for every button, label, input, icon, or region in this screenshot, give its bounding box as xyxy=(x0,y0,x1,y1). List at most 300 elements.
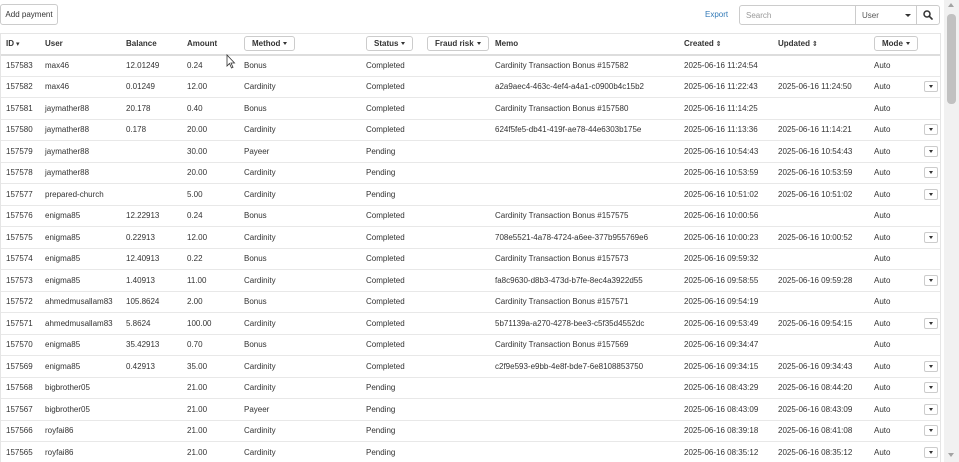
search-input[interactable] xyxy=(739,5,856,25)
cell-user: royfai86 xyxy=(40,442,121,462)
cell-mode: Auto xyxy=(869,141,919,163)
cell-balance: 12.40913 xyxy=(121,248,182,270)
cell-balance: 0.01249 xyxy=(121,76,182,98)
cell-actions xyxy=(919,162,941,184)
cell-fraud xyxy=(422,98,490,120)
cell-fraud xyxy=(422,442,490,462)
table-row[interactable] xyxy=(1,184,941,206)
cell-user: enigma85 xyxy=(40,227,121,249)
cell-mode: Auto xyxy=(869,227,919,249)
cell-mode: Auto xyxy=(869,98,919,120)
cell-status: Pending xyxy=(361,420,422,442)
cell-amount: 5.00 xyxy=(182,184,239,206)
cell-amount: 0.70 xyxy=(182,334,239,356)
chevron-down-icon xyxy=(929,365,933,368)
table-row[interactable] xyxy=(1,205,941,227)
cell-created: 2025-06-16 10:54:43 xyxy=(679,141,773,163)
cell-created: 2025-06-16 11:24:54 xyxy=(679,55,773,77)
col-method-header xyxy=(239,34,361,55)
cell-balance: 0.22913 xyxy=(121,227,182,249)
cell-fraud xyxy=(422,162,490,184)
scroll-down-arrow-icon[interactable] xyxy=(948,453,954,457)
cell-id: 157573 xyxy=(1,270,40,292)
sort-desc-icon: ▾ xyxy=(16,41,20,49)
cell-updated: 2025-06-16 09:59:28 xyxy=(773,270,869,292)
cell-mode: Auto xyxy=(869,270,919,292)
cell-method: Bonus xyxy=(239,334,361,356)
cell-actions xyxy=(919,141,941,163)
cell-mode: Auto xyxy=(869,356,919,378)
row-actions-button[interactable] xyxy=(924,81,938,92)
table-row[interactable] xyxy=(1,227,941,249)
cell-mode: Auto xyxy=(869,334,919,356)
cell-balance xyxy=(121,399,182,421)
cell-id: 157572 xyxy=(1,291,40,313)
cell-mode: Auto xyxy=(869,442,919,462)
cell-method: Cardinity xyxy=(239,76,361,98)
row-actions-button[interactable] xyxy=(924,167,938,178)
cell-created: 2025-06-16 09:58:55 xyxy=(679,270,773,292)
cell-method: Cardinity xyxy=(239,377,361,399)
cell-id: 157568 xyxy=(1,377,40,399)
cell-updated xyxy=(773,55,869,77)
row-actions-button[interactable] xyxy=(924,146,938,157)
table-row[interactable] xyxy=(1,399,941,421)
col-memo-header: Memo xyxy=(490,34,679,55)
cell-status: Pending xyxy=(361,377,422,399)
cell-method: Cardinity xyxy=(239,119,361,141)
row-actions-button[interactable] xyxy=(924,361,938,372)
chevron-down-icon xyxy=(929,85,933,88)
cell-id: 157582 xyxy=(1,76,40,98)
cell-actions xyxy=(919,205,941,227)
cell-balance xyxy=(121,442,182,462)
col-updated-header[interactable]: Updated ⇕ xyxy=(773,34,869,55)
payments-table-container xyxy=(0,33,941,462)
cell-created: 2025-06-16 09:34:47 xyxy=(679,334,773,356)
cell-memo xyxy=(490,399,679,421)
cell-memo: Cardinity Transaction Bonus #157575 xyxy=(490,205,679,227)
cell-actions xyxy=(919,76,941,98)
cell-amount: 20.00 xyxy=(182,119,239,141)
cell-amount: 0.24 xyxy=(182,55,239,77)
cell-id: 157571 xyxy=(1,313,40,335)
cell-user: enigma85 xyxy=(40,248,121,270)
payments-table xyxy=(1,33,941,462)
cell-mode: Auto xyxy=(869,162,919,184)
chevron-down-icon xyxy=(929,150,933,153)
cell-balance: 35.42913 xyxy=(121,334,182,356)
table-row[interactable] xyxy=(1,377,941,399)
add-payment-button[interactable]: Add payment xyxy=(0,4,58,25)
cell-status: Completed xyxy=(361,248,422,270)
cell-fraud xyxy=(422,356,490,378)
cell-fraud xyxy=(422,227,490,249)
col-fraud-risk-header xyxy=(422,34,490,55)
cell-updated: 2025-06-16 09:34:43 xyxy=(773,356,869,378)
cell-balance: 12.01249 xyxy=(121,55,182,77)
magnifier-icon xyxy=(923,10,933,20)
table-row[interactable] xyxy=(1,291,941,313)
cell-mode: Auto xyxy=(869,399,919,421)
cell-memo: a2a9aec4-463c-4ef4-a4a1-c0900b4c15b2 xyxy=(490,76,679,98)
col-amount-header: Amount xyxy=(182,34,239,55)
chevron-down-icon xyxy=(929,322,933,325)
payments-table-body xyxy=(1,55,941,462)
chevron-down-icon xyxy=(929,386,933,389)
cell-mode: Auto xyxy=(869,377,919,399)
cell-method: Cardinity xyxy=(239,162,361,184)
table-row[interactable] xyxy=(1,76,941,98)
cell-mode: Auto xyxy=(869,291,919,313)
cell-fraud xyxy=(422,377,490,399)
cell-id: 157569 xyxy=(1,356,40,378)
cell-user: bigbrother05 xyxy=(40,399,121,421)
cell-updated: 2025-06-16 11:24:50 xyxy=(773,76,869,98)
cell-memo: 5b71139a-a270-4278-bee3-c5f35d4552dc xyxy=(490,313,679,335)
cell-actions xyxy=(919,399,941,421)
cell-fraud xyxy=(422,141,490,163)
cell-user: jaymather88 xyxy=(40,162,121,184)
cell-actions xyxy=(919,334,941,356)
table-row[interactable] xyxy=(1,442,941,462)
cell-updated: 2025-06-16 08:43:09 xyxy=(773,399,869,421)
cell-method: Payeer xyxy=(239,399,361,421)
cell-fraud xyxy=(422,270,490,292)
method-filter-button[interactable]: Method xyxy=(244,36,295,51)
chevron-down-icon xyxy=(929,236,933,239)
cell-amount: 21.00 xyxy=(182,377,239,399)
cell-created: 2025-06-16 10:53:59 xyxy=(679,162,773,184)
col-balance-header: Balance xyxy=(121,34,182,55)
table-row[interactable] xyxy=(1,356,941,378)
cell-created: 2025-06-16 08:39:18 xyxy=(679,420,773,442)
cell-created: 2025-06-16 09:34:15 xyxy=(679,356,773,378)
cell-id: 157581 xyxy=(1,98,40,120)
cell-mode: Auto xyxy=(869,55,919,77)
cell-fraud xyxy=(422,420,490,442)
cell-balance xyxy=(121,184,182,206)
scroll-up-arrow-icon[interactable] xyxy=(948,3,954,7)
row-actions-button[interactable] xyxy=(924,318,938,329)
cell-amount: 21.00 xyxy=(182,442,239,462)
cell-amount: 11.00 xyxy=(182,270,239,292)
row-actions-button[interactable] xyxy=(924,232,938,243)
cell-created: 2025-06-16 11:22:43 xyxy=(679,76,773,98)
cell-updated: 2025-06-16 09:54:15 xyxy=(773,313,869,335)
cell-id: 157580 xyxy=(1,119,40,141)
cell-updated xyxy=(773,291,869,313)
cell-user: jaymather88 xyxy=(40,98,121,120)
vertical-scrollbar[interactable] xyxy=(944,0,959,462)
cell-status: Completed xyxy=(361,205,422,227)
cell-actions xyxy=(919,184,941,206)
cell-created: 2025-06-16 11:13:36 xyxy=(679,119,773,141)
cell-fraud xyxy=(422,334,490,356)
cell-balance: 105.8624 xyxy=(121,291,182,313)
cell-user: royfai86 xyxy=(40,420,121,442)
cell-memo xyxy=(490,184,679,206)
cell-fraud xyxy=(422,184,490,206)
cell-user: bigbrother05 xyxy=(40,377,121,399)
chevron-down-icon xyxy=(929,451,933,454)
chevron-down-icon xyxy=(929,193,933,196)
cell-memo: Cardinity Transaction Bonus #157573 xyxy=(490,248,679,270)
cell-id: 157577 xyxy=(1,184,40,206)
cell-actions xyxy=(919,270,941,292)
col-mode-header xyxy=(869,34,919,55)
col-actions-header xyxy=(919,34,941,55)
cell-method: Payeer xyxy=(239,141,361,163)
cell-actions xyxy=(919,313,941,335)
search-scope-value: User xyxy=(862,10,879,20)
cell-memo: fa8c9630-d8b3-473d-b7fe-8ec4a3922d55 xyxy=(490,270,679,292)
sort-both-icon: ⇕ xyxy=(812,41,818,49)
cell-amount: 21.00 xyxy=(182,399,239,421)
row-actions-button[interactable] xyxy=(924,124,938,135)
cell-amount: 35.00 xyxy=(182,356,239,378)
table-row[interactable] xyxy=(1,162,941,184)
cell-method: Cardinity xyxy=(239,227,361,249)
cell-actions xyxy=(919,442,941,462)
cell-method: Cardinity xyxy=(239,442,361,462)
sort-both-icon: ⇕ xyxy=(715,41,722,49)
cell-id: 157570 xyxy=(1,334,40,356)
cell-amount: 0.40 xyxy=(182,98,239,120)
cell-user: ahmedmusallam83 xyxy=(40,313,121,335)
table-row[interactable] xyxy=(1,98,941,120)
cell-created: 2025-06-16 10:51:02 xyxy=(679,184,773,206)
cell-user: enigma85 xyxy=(40,205,121,227)
cell-user: prepared-church xyxy=(40,184,121,206)
cell-amount: 21.00 xyxy=(182,420,239,442)
cell-updated: 2025-06-16 10:53:59 xyxy=(773,162,869,184)
cell-id: 157579 xyxy=(1,141,40,163)
search-button[interactable] xyxy=(916,5,940,25)
cell-method: Cardinity xyxy=(239,356,361,378)
cell-user: max46 xyxy=(40,76,121,98)
chevron-down-icon xyxy=(929,171,933,174)
table-row[interactable] xyxy=(1,119,941,141)
col-status-header xyxy=(361,34,422,55)
cell-actions xyxy=(919,227,941,249)
cell-user: jaymather88 xyxy=(40,141,121,163)
table-row[interactable] xyxy=(1,420,941,442)
cell-fraud xyxy=(422,313,490,335)
col-created-header[interactable]: Created ⇕ xyxy=(679,34,773,55)
cell-updated: 2025-06-16 10:00:52 xyxy=(773,227,869,249)
cell-updated: 2025-06-16 08:41:08 xyxy=(773,420,869,442)
row-actions-button[interactable] xyxy=(924,404,938,415)
cell-memo: 708e5521-4a78-4724-a6ee-377b955769e6 xyxy=(490,227,679,249)
cell-fraud xyxy=(422,205,490,227)
chevron-down-icon xyxy=(905,14,911,17)
cell-status: Completed xyxy=(361,76,422,98)
cell-balance xyxy=(121,162,182,184)
cell-updated xyxy=(773,334,869,356)
cell-memo xyxy=(490,420,679,442)
cell-amount: 2.00 xyxy=(182,291,239,313)
cell-mode: Auto xyxy=(869,248,919,270)
cell-id: 157575 xyxy=(1,227,40,249)
table-row[interactable] xyxy=(1,141,941,163)
cell-id: 157565 xyxy=(1,442,40,462)
chevron-down-icon xyxy=(283,42,287,45)
cell-status: Completed xyxy=(361,334,422,356)
toolbar xyxy=(0,0,959,30)
search-scope-select[interactable] xyxy=(855,5,917,25)
cell-amount: 0.24 xyxy=(182,205,239,227)
col-id-header[interactable]: ID ▾ xyxy=(1,34,40,55)
table-header-row xyxy=(1,34,941,55)
cell-amount: 20.00 xyxy=(182,162,239,184)
mode-filter-button[interactable]: Mode xyxy=(874,36,918,51)
cell-status: Pending xyxy=(361,162,422,184)
chevron-down-icon xyxy=(477,42,481,45)
cell-actions xyxy=(919,291,941,313)
cell-updated: 2025-06-16 10:54:43 xyxy=(773,141,869,163)
cell-actions xyxy=(919,55,941,77)
cell-status: Pending xyxy=(361,184,422,206)
export-link[interactable]: Export xyxy=(705,10,729,19)
cell-actions xyxy=(919,377,941,399)
cell-mode: Auto xyxy=(869,119,919,141)
cell-mode: Auto xyxy=(869,205,919,227)
cell-status: Completed xyxy=(361,98,422,120)
cell-method: Cardinity xyxy=(239,420,361,442)
cell-mode: Auto xyxy=(869,184,919,206)
cell-user: enigma85 xyxy=(40,356,121,378)
cell-memo xyxy=(490,141,679,163)
cell-fraud xyxy=(422,291,490,313)
cell-updated: 2025-06-16 08:35:12 xyxy=(773,442,869,462)
cell-status: Completed xyxy=(361,119,422,141)
cell-memo xyxy=(490,442,679,462)
cell-mode: Auto xyxy=(869,313,919,335)
cell-created: 2025-06-16 08:35:12 xyxy=(679,442,773,462)
cell-status: Completed xyxy=(361,270,422,292)
cell-balance: 0.42913 xyxy=(121,356,182,378)
cell-created: 2025-06-16 10:00:56 xyxy=(679,205,773,227)
cell-memo: c2f9e593-e9bb-4e8f-bde7-6e8108853750 xyxy=(490,356,679,378)
mouse-pointer-icon xyxy=(226,54,236,69)
cell-balance xyxy=(121,420,182,442)
chevron-down-icon xyxy=(929,279,933,282)
status-filter-button[interactable]: Status xyxy=(366,36,413,51)
cell-id: 157574 xyxy=(1,248,40,270)
cell-id: 157578 xyxy=(1,162,40,184)
cell-balance: 1.40913 xyxy=(121,270,182,292)
cell-memo xyxy=(490,377,679,399)
cell-updated: 2025-06-16 11:14:21 xyxy=(773,119,869,141)
cell-updated xyxy=(773,248,869,270)
table-row[interactable] xyxy=(1,270,941,292)
chevron-down-icon xyxy=(929,128,933,131)
cell-created: 2025-06-16 09:59:32 xyxy=(679,248,773,270)
table-row[interactable] xyxy=(1,248,941,270)
col-user-header: User xyxy=(40,34,121,55)
cell-amount: 30.00 xyxy=(182,141,239,163)
table-row[interactable] xyxy=(1,313,941,335)
cell-balance: 12.22913 xyxy=(121,205,182,227)
cell-memo: Cardinity Transaction Bonus #157582 xyxy=(490,55,679,77)
cell-created: 2025-06-16 09:54:19 xyxy=(679,291,773,313)
cell-user: enigma85 xyxy=(40,334,121,356)
cell-status: Completed xyxy=(361,227,422,249)
cell-method: Bonus xyxy=(239,248,361,270)
cell-balance: 20.178 xyxy=(121,98,182,120)
cell-actions xyxy=(919,98,941,120)
cell-status: Completed xyxy=(361,291,422,313)
cell-method: Bonus xyxy=(239,291,361,313)
scroll-thumb[interactable] xyxy=(947,14,956,104)
row-actions-button[interactable] xyxy=(924,189,938,200)
cell-updated xyxy=(773,205,869,227)
cell-fraud xyxy=(422,399,490,421)
cell-status: Pending xyxy=(361,442,422,462)
cell-user: ahmedmusallam83 xyxy=(40,291,121,313)
cell-fraud xyxy=(422,55,490,77)
chevron-down-icon xyxy=(929,408,933,411)
cell-status: Pending xyxy=(361,399,422,421)
cell-updated: 2025-06-16 08:44:20 xyxy=(773,377,869,399)
table-row[interactable] xyxy=(1,334,941,356)
row-actions-button[interactable] xyxy=(924,425,938,436)
cell-amount: 0.22 xyxy=(182,248,239,270)
cell-actions xyxy=(919,356,941,378)
cell-memo: 624f5fe5-db41-419f-ae78-44e6303b175e xyxy=(490,119,679,141)
cell-id: 157566 xyxy=(1,420,40,442)
cell-balance xyxy=(121,377,182,399)
chevron-down-icon xyxy=(929,429,933,432)
cell-memo: Cardinity Transaction Bonus #157571 xyxy=(490,291,679,313)
cell-id: 157567 xyxy=(1,399,40,421)
cell-method: Cardinity xyxy=(239,270,361,292)
cell-method: Bonus xyxy=(239,98,361,120)
cell-amount: 100.00 xyxy=(182,313,239,335)
cell-updated: 2025-06-16 10:51:02 xyxy=(773,184,869,206)
cell-balance: 0.178 xyxy=(121,119,182,141)
cell-memo: Cardinity Transaction Bonus #157580 xyxy=(490,98,679,120)
cell-amount: 12.00 xyxy=(182,227,239,249)
cell-balance: 5.8624 xyxy=(121,313,182,335)
row-actions-button[interactable] xyxy=(924,382,938,393)
fraud-risk-filter-button[interactable]: Fraud risk xyxy=(427,36,489,51)
cell-created: 2025-06-16 08:43:09 xyxy=(679,399,773,421)
cell-created: 2025-06-16 10:00:23 xyxy=(679,227,773,249)
cell-id: 157583 xyxy=(1,55,40,77)
cell-memo xyxy=(490,162,679,184)
cell-fraud xyxy=(422,76,490,98)
cell-user: enigma85 xyxy=(40,270,121,292)
cell-actions xyxy=(919,248,941,270)
cell-user: max46 xyxy=(40,55,121,77)
cell-created: 2025-06-16 09:53:49 xyxy=(679,313,773,335)
row-actions-button[interactable] xyxy=(924,275,938,286)
cell-method: Cardinity xyxy=(239,313,361,335)
table-row[interactable] xyxy=(1,55,941,77)
chevron-down-icon xyxy=(401,42,405,45)
cell-mode: Auto xyxy=(869,420,919,442)
cell-method: Bonus xyxy=(239,205,361,227)
cell-updated xyxy=(773,98,869,120)
cell-status: Completed xyxy=(361,313,422,335)
cell-created: 2025-06-16 11:14:25 xyxy=(679,98,773,120)
cell-balance xyxy=(121,141,182,163)
cell-actions xyxy=(919,119,941,141)
cell-amount: 12.00 xyxy=(182,76,239,98)
row-actions-button[interactable] xyxy=(924,447,938,458)
